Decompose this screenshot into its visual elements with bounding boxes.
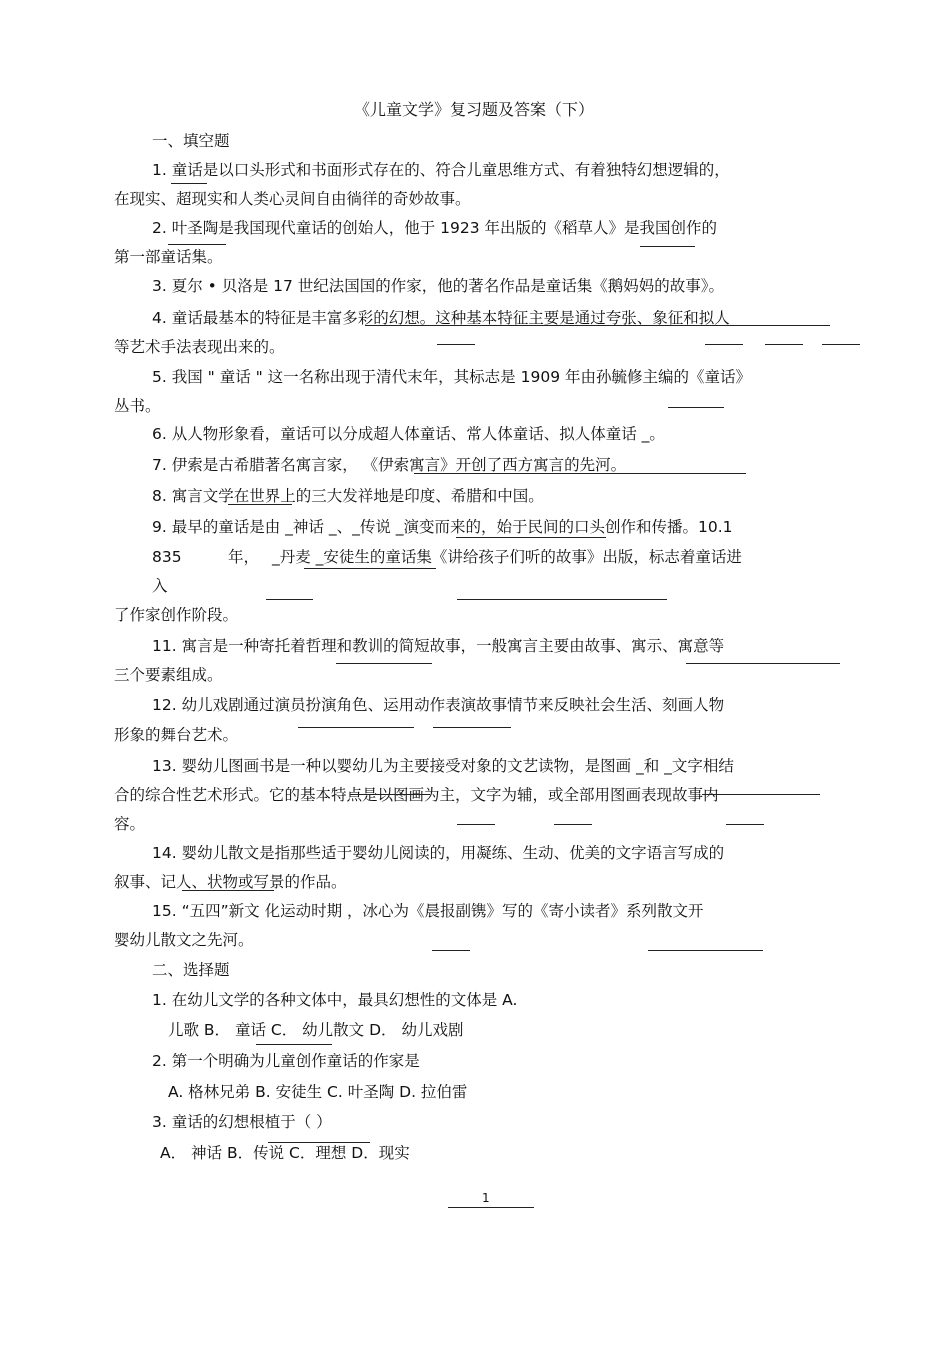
question-14-line-2: 叙事、记人、状物或写景的作品。 [114,873,347,891]
answer-underline [268,1142,370,1143]
answer-underline [457,599,667,600]
answer-underline [298,727,414,728]
answer-underline [554,824,592,825]
question-3: 3. 夏尔 • 贝洛是 17 世纪法国国的作家，他的著名作品是童话集《鹅妈妈的故事》。 [152,277,725,295]
question-8: 8. 寓言文学在世界上的三大发祥地是印度、希腊和中国。 [152,487,544,505]
strike-line [365,325,830,326]
question-10-year-suffix: 年， [228,548,260,566]
page-number: 1 [482,1191,490,1205]
question-5-line-1: 5. 我国 " 童话 " 这一名称出现于清代末年，其标志是 1909 年由孙毓修主编的《童话》 [152,368,751,386]
answer-underline [668,407,724,408]
question-15-line-1: 15. “五四”新文 化运动时期 ，冰心为《晨报副镌》写的《寄小读者》系列散文开 [152,902,704,920]
answer-underline [336,663,432,664]
question-14-line-1: 14. 婴幼儿散文是指那些适于婴幼儿阅读的，用凝练、生动、优美的文字语言写成的 [152,844,725,862]
choice-3-options: A． 神话 B．传说 C．理想 D．现实 [160,1144,410,1162]
question-1-line-2: 在现实、超现实和人类心灵间自由徜徉的奇妙故事。 [114,190,471,208]
choice-1-options: 儿歌 B． 童话 C． 幼儿散文 D． 幼儿戏剧 [168,1021,464,1039]
answer-underline [437,344,475,345]
answer-underline [822,344,860,345]
question-11-line-2: 三个要素组成。 [114,666,223,684]
question-5-line-2: 丛书。 [114,397,161,415]
answer-underline [414,473,746,474]
question-2-line-2: 第一部童话集。 [114,248,223,266]
answer-underline [457,824,495,825]
answer-underline [228,504,292,505]
question-6: 6. 从人物形象看，童话可以分成超人体童话、常人体童话、拟人体童话 _。 [152,425,665,443]
section-heading-multiple-choice: 二、选择题 [152,961,230,979]
question-13-line-2: 合的综合性艺术形式。它的基本特点是以图画为主，文字为辅，或全部用图画表现故事内 [114,786,719,804]
question-10-line-2: 了作家创作阶段。 [114,606,239,624]
choice-2-options: A. 格林兄弟 B. 安徒生 C. 叶圣陶 D. 拉伯雷 [168,1083,468,1101]
answer-underline [433,727,511,728]
question-4-line-2: 等艺术手法表现出来的。 [114,338,285,356]
answer-underline [171,183,207,184]
question-10-line-1-end: 入 [152,577,168,595]
question-15-line-2: 婴幼儿散文之先河。 [114,931,254,949]
answer-underline [726,824,764,825]
answer-underline [182,890,274,891]
answer-underline [686,663,840,664]
choice-1-stem: 1. 在幼儿文学的各种文体中，最具幻想性的文体是 A. [152,991,518,1009]
question-13-line-1: 13. 婴幼儿图画书是一种以婴幼儿为主要接受对象的文艺读物，是图画 _和 _文字相结 [152,757,734,775]
question-12-line-2: 形象的舞台艺术。 [114,726,239,744]
page-title: 《儿童文学》复习题及答案（下） [354,100,595,119]
footer-rule [448,1207,534,1208]
question-10-year: 835 [152,548,182,566]
question-10-line-1: _丹麦 _安徒生的童话集《讲给孩子们听的故事》出版，标志着童话进 [272,548,742,566]
answer-underline [765,344,803,345]
question-2-line-1: 2. 叶圣陶是我国现代童话的创始人，他于 1923 年出版的《稻草人》是我国创作的 [152,219,718,237]
question-11-line-1: 11. 寓言是一种寄托着哲理和教训的简短故事，一般寓言主要由故事、寓示、寓意等 [152,637,725,655]
answer-underline [640,246,695,247]
question-1-line-1: 1. 童话是以口头形式和书面形式存在的、符合儿童思维方式、有着独特幻想逻辑的， [152,161,730,179]
answer-underline [432,950,470,951]
choice-2-stem: 2. 第一个明确为儿童创作童话的作家是 [152,1052,420,1070]
answer-underline [648,950,763,951]
choice-3-stem: 3. 童话的幻想根植于（ ） [152,1113,332,1131]
question-12-line-1: 12. 幼儿戏剧通过演员扮演角色、运用动作表演故事情节来反映社会生活、刻画人物 [152,696,725,714]
question-4-line-1: 4. 童话最基本的特征是丰富多彩的幻想。这种基本特征主要是通过夸张、象征和拟人 [152,309,730,327]
question-7: 7. 伊索是古希腊著名寓言家， 《伊索寓言》开创了西方寓言的先河。 [152,456,627,474]
answer-underline [304,568,436,569]
answer-underline [256,1044,332,1045]
answer-underline [456,537,606,538]
section-heading-fill-in: 一、填空题 [152,132,230,150]
answer-underline [705,344,743,345]
strike-line [702,794,820,795]
answer-underline [168,244,226,245]
answer-underline [266,599,313,600]
question-13-line-3: 容。 [114,815,146,833]
strike-line [350,794,430,795]
question-9: 9. 最早的童话是由 _神话 _、_传说 _演变而来的，始于民间的口头创作和传播。10.1 [152,518,733,536]
